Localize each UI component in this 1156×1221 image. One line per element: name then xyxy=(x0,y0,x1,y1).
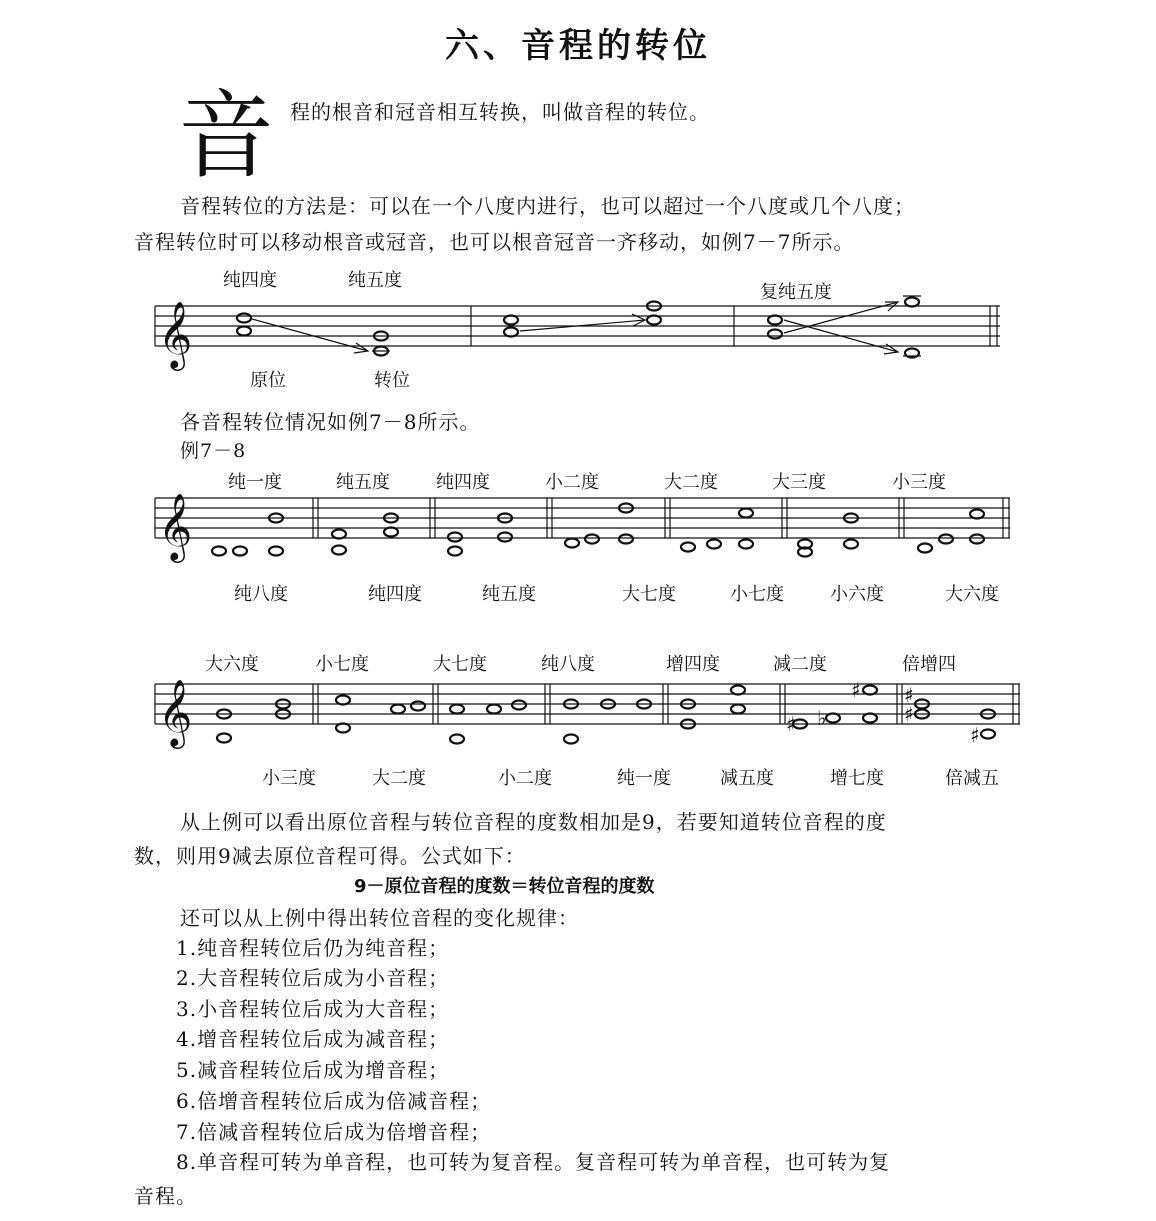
method-line-1: 音程转位的方法是：可以在一个八度内进行，也可以超过一个八度或几个八度； xyxy=(180,194,915,218)
row2-bottom-label: 小三度 xyxy=(262,768,316,789)
row1-bottom-label: 小七度 xyxy=(730,584,784,605)
sharp-icon: ♯ xyxy=(904,683,914,707)
rule-item: 4.增音程转位后成为减音程； xyxy=(176,1027,450,1051)
rule-item: 7.倍减音程转位后成为倍增音程； xyxy=(176,1120,492,1144)
row2-bottom-label: 纯一度 xyxy=(617,768,671,789)
rule-item-continuation: 音程。 xyxy=(134,1184,197,1208)
row1-top-label: 纯四度 xyxy=(436,472,490,493)
ex77-label-inversion: 转位 xyxy=(374,370,410,391)
rules-intro: 还可以从上例中得出转位音程的变化规律： xyxy=(180,906,579,930)
formula: 9－原位音程的度数＝转位音程的度数 xyxy=(354,876,655,897)
row1-bottom-label: 小六度 xyxy=(830,584,884,605)
sharp-icon: ♯ xyxy=(851,678,861,702)
ex77-label-perfect-fifth: 纯五度 xyxy=(348,270,402,291)
row2-top-label: 增四度 xyxy=(666,654,720,675)
row2-top-label: 大七度 xyxy=(433,654,487,675)
row1-top-label: 纯五度 xyxy=(336,472,390,493)
row1-top-label: 纯一度 xyxy=(228,472,282,493)
example-7-8-intro: 各音程转位情况如例7－8所示。 xyxy=(180,410,481,434)
conclusion-line-1: 从上例可以看出原位音程与转位音程的度数相加是9，若要知道转位音程的度 xyxy=(180,810,887,834)
treble-clef-icon: 𝄞 xyxy=(158,300,193,368)
row2-bottom-label: 减五度 xyxy=(720,768,774,789)
row1-bottom-label: 大六度 xyxy=(945,584,999,605)
row1-top-label: 大三度 xyxy=(772,472,826,493)
row2-top-label: 小七度 xyxy=(315,654,369,675)
flat-icon: ♭ xyxy=(817,706,827,730)
row1-bottom-label: 大七度 xyxy=(622,584,676,605)
rule-item: 1.纯音程转位后仍为纯音程； xyxy=(176,936,450,960)
row2-top-label: 大六度 xyxy=(205,654,259,675)
row1-bottom-label: 纯五度 xyxy=(482,584,536,605)
example-7-8-caption: 例7－8 xyxy=(180,440,247,462)
row1-top-label: 大二度 xyxy=(664,472,718,493)
ex77-label-root-position: 原位 xyxy=(250,370,286,391)
ex77-label-perfect-fourth: 纯四度 xyxy=(223,270,277,291)
row1-top-label: 小三度 xyxy=(892,472,946,493)
row1-bottom-label: 纯八度 xyxy=(234,584,288,605)
rule-item: 8.单音程可转为单音程，也可转为复音程。复音程可转为单音程，也可转为复 xyxy=(176,1150,891,1174)
method-line-2: 音程转位时可以移动根音或冠音，也可以根音冠音一齐移动，如例7－7所示。 xyxy=(134,230,855,254)
row2-top-label: 纯八度 xyxy=(541,654,595,675)
sharp-icon: ♯ xyxy=(970,723,980,747)
row2-top-label: 倍增四 xyxy=(902,654,956,675)
row1-top-label: 小二度 xyxy=(545,472,599,493)
row2-bottom-label: 增七度 xyxy=(830,768,884,789)
rule-item: 5.减音程转位后成为增音程； xyxy=(176,1058,450,1082)
row2-bottom-label: 大二度 xyxy=(372,768,426,789)
ex77-label-compound-fifth: 复纯五度 xyxy=(760,282,832,303)
row2-top-label: 减二度 xyxy=(773,654,827,675)
page-title: 六、音程的转位 xyxy=(445,26,711,66)
conclusion-line-2: 数，则用9减去原位音程可得。公式如下： xyxy=(134,844,526,868)
row1-bottom-label: 纯四度 xyxy=(368,584,422,605)
treble-clef-icon: 𝄞 xyxy=(158,678,193,746)
rule-item: 6.倍增音程转位后成为倍减音程； xyxy=(176,1089,492,1113)
rule-item: 3.小音程转位后成为大音程； xyxy=(176,997,450,1021)
sharp-icon: ♯ xyxy=(786,712,796,736)
drop-cap: 音 xyxy=(178,80,274,192)
intro-line-1: 程的根音和冠音相互转换，叫做音程的转位。 xyxy=(290,100,710,124)
treble-clef-icon: 𝄞 xyxy=(158,492,193,560)
row2-bottom-label: 小二度 xyxy=(498,768,552,789)
sharp-icon: ♯ xyxy=(904,702,914,726)
rule-item: 2.大音程转位后成为小音程； xyxy=(176,966,450,990)
row2-bottom-label: 倍减五 xyxy=(945,768,999,789)
